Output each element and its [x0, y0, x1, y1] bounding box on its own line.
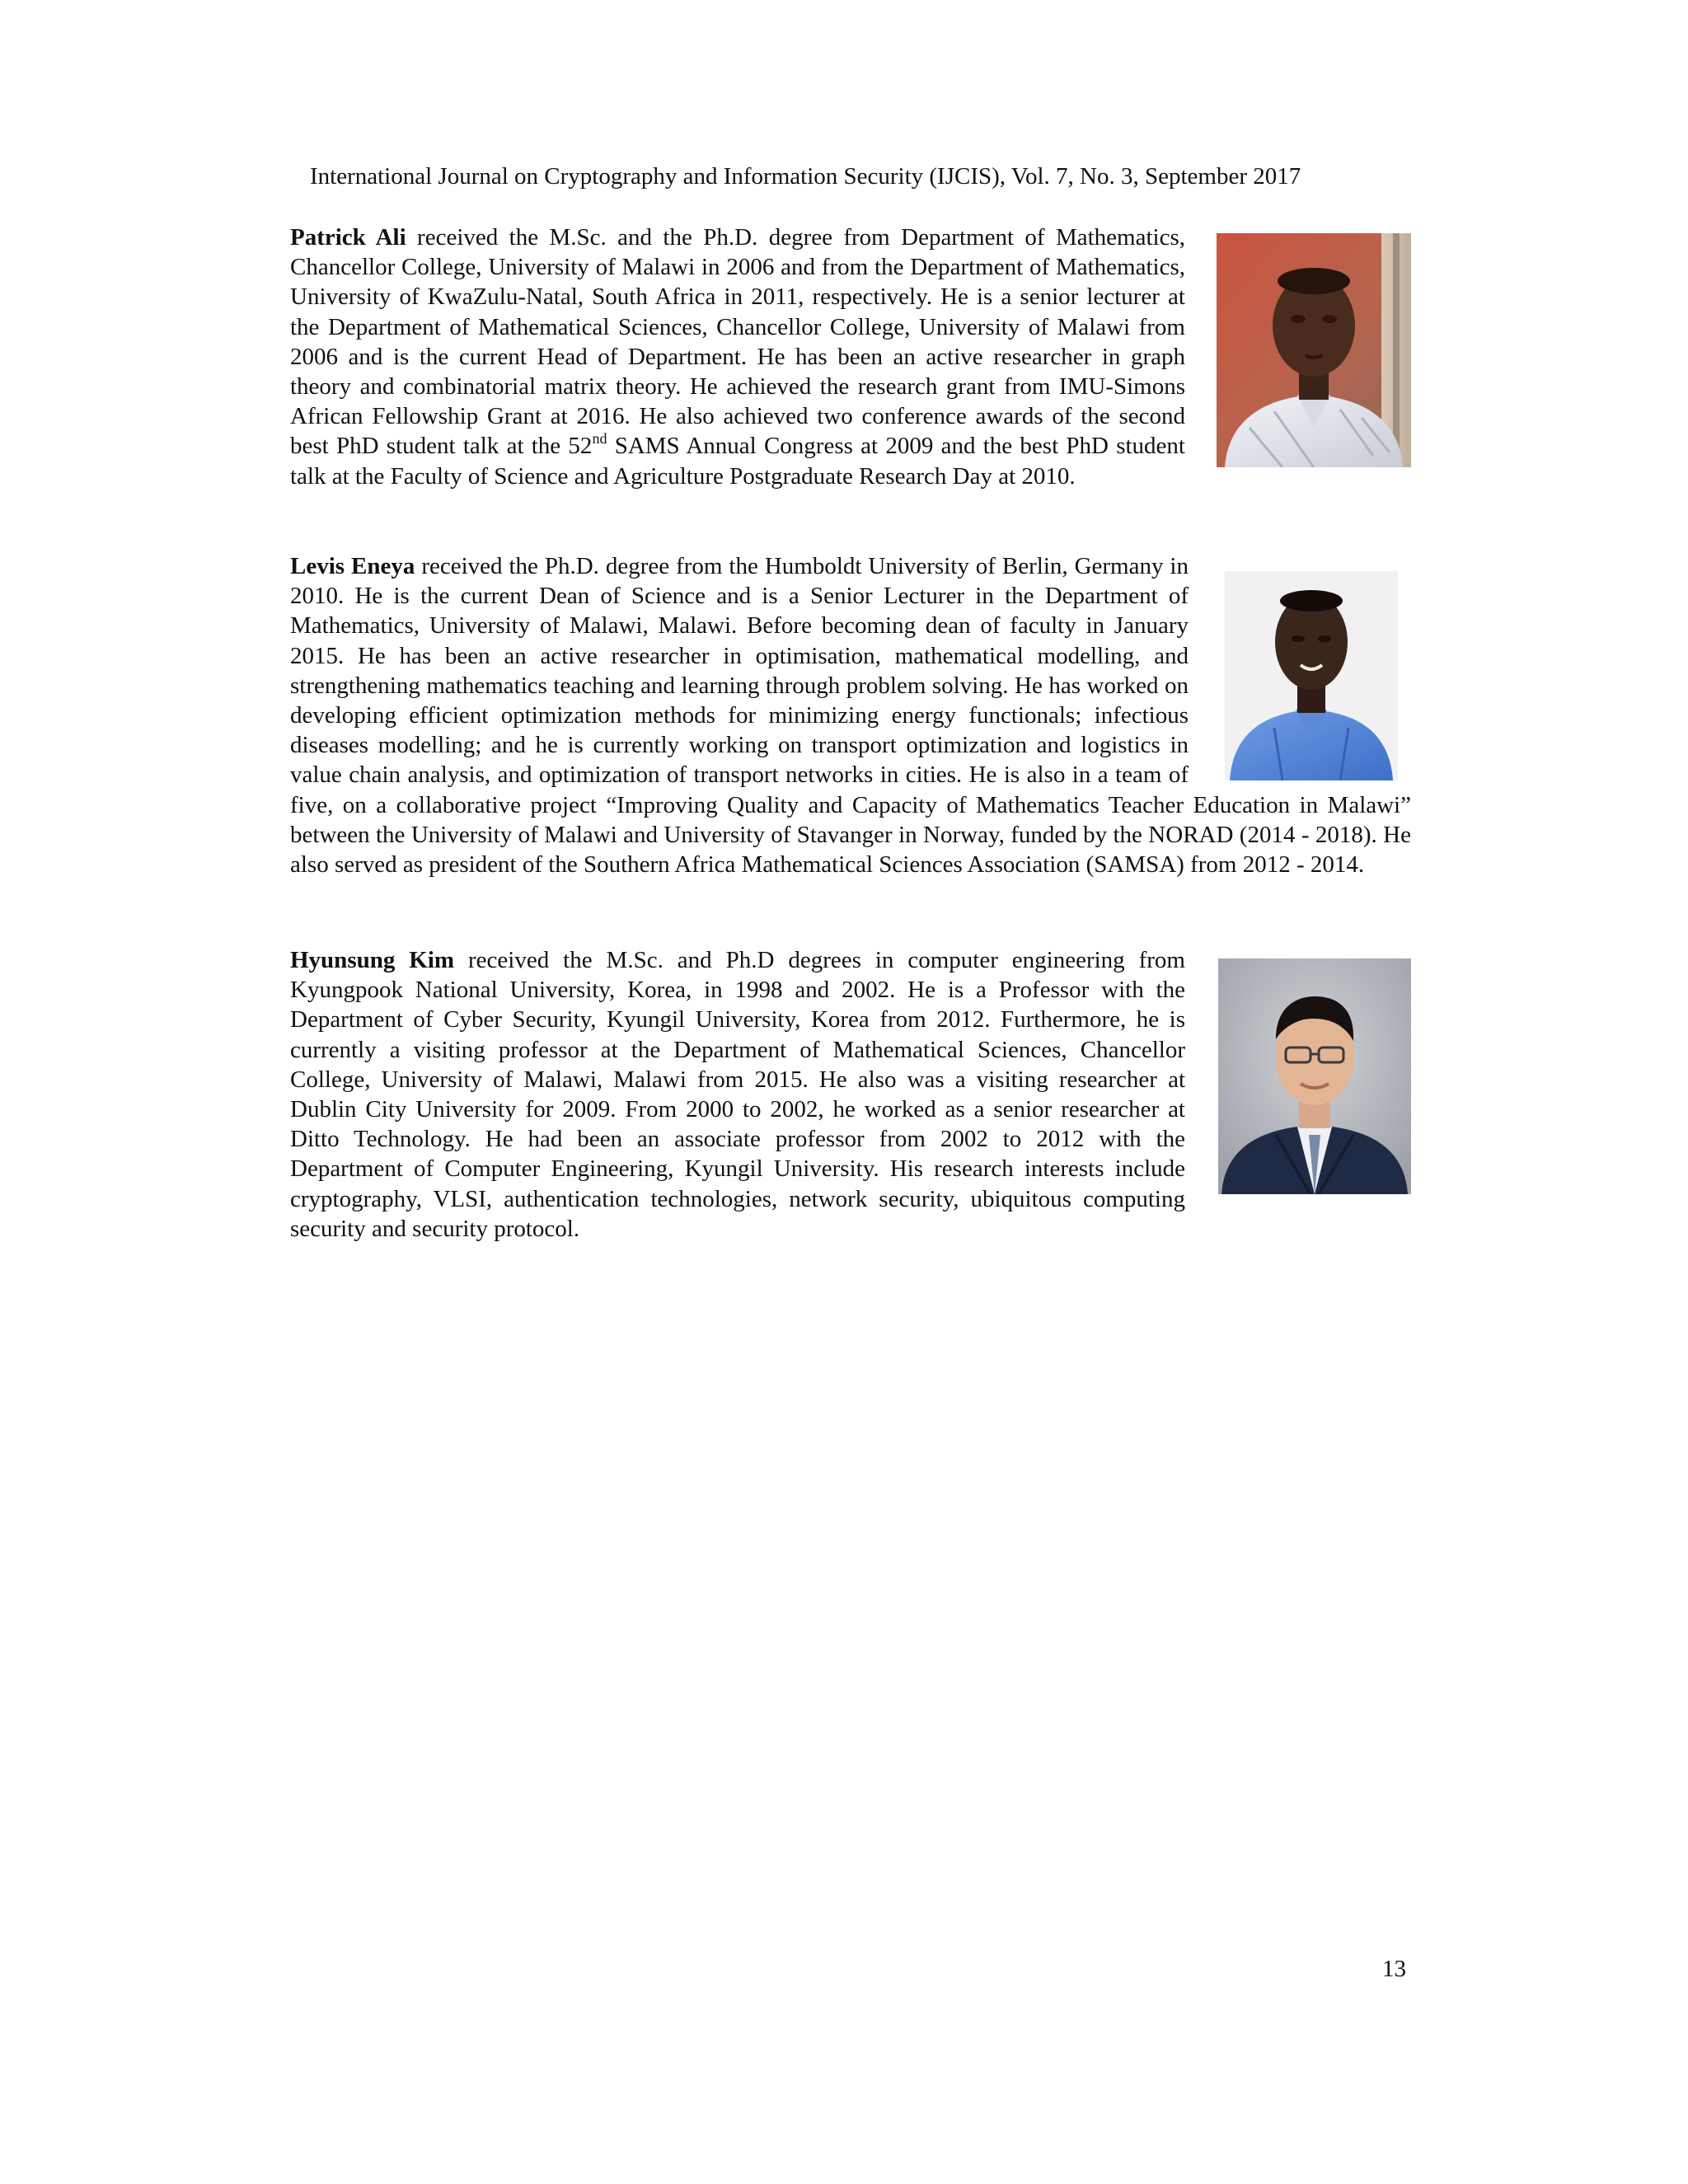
ordinal-suffix: nd: [592, 430, 607, 448]
portrait-image: [1218, 958, 1411, 1194]
author-name: Hyunsung Kim: [290, 947, 455, 973]
portrait-image: [1217, 233, 1411, 467]
bio-patrick-ali: [290, 223, 1411, 491]
bio-body-continued: SAMS Annual Congress at 2009 and the best PhD student talk at the Faculty of Science and Agriculture Postgraduate Research Day at 2010.: [290, 433, 1185, 490]
author-name: Levis Eneya: [290, 553, 415, 579]
bio-hyunsung-kim: [290, 945, 1411, 1244]
author-photo-levis-eneya: [1225, 571, 1398, 780]
author-name: Patrick Ali: [290, 224, 406, 251]
author-photo-hyunsung-kim: [1218, 958, 1411, 1194]
bio-body: received the Ph.D. degree from the Humboldt University of Berlin, Germany in 2010. He is the current Dean of Science and is a Senior Lecturer in the Department of Mathematics, University of Malawi, Malawi. Before becoming dean of faculty in January 2015. He has been an active researcher in optimisation, mathematical modelling, and strengthening mathematics teaching and learning through problem solving. He has worked on developing efficient optimization methods for minimizing energy functionals; infectious diseases modelling; and he is currently working on transport optimization and logistics in value chain analysis, and optimization of transport networks in cities. He is also in a team of five, on a collaborative project “Improving Quality and Capacity of Mathematics Teacher Education in Malawi” between the University of Malawi and University of Stavanger in Norway, funded by the NORAD (2014 - 2018). He also served as president of the Southern Africa Mathematical Sciences Association (SAMSA) from 2012 - 2014.: [290, 553, 1411, 879]
bio-body: received the M.Sc. and the Ph.D. degree from Department of Mathematics, Chancellor College, University of Malawi in 2006 and from the Department of Mathematics, University of KwaZulu-Natal, South Africa in 2011, respectively. He is a senior lecturer at the Department of Mathematical Sciences, Chancellor College, University of Malawi from 2006 and is the current Head of Department. He has been an active researcher in graph theory and combinatorial matrix theory. He achieved the research grant from IMU-Simons African Fellowship Grant at 2016. He also achieved two conference awards of the second best PhD student talk at the 52: [290, 224, 1185, 460]
bio-body: received the M.Sc. and Ph.D degrees in computer engineering from Kyungpook National University, Korea, in 1998 and 2002. He is a Professor with the Department of Cyber Security, Kyungil University, Korea from 2012. Furthermore, he is currently a visiting professor at the Department of Mathematical Sciences, Chancellor College, University of Malawi, Malawi from 2015. He also was a visiting researcher at Dublin City University for 2009. From 2000 to 2002, he worked as a senior researcher at Ditto Technology. He had been an associate professor from 2002 to 2012 with the Department of Computer Engineering, Kyungil University. His research interests include cryptography, VLSI, authentication technologies, network security, ubiquitous computing security and security protocol.: [290, 947, 1185, 1242]
page-number: 13: [1382, 1956, 1406, 1982]
author-photo-patrick-ali: [1217, 233, 1411, 467]
running-header: International Journal on Cryptography and Information Security (IJCIS), Vol. 7, No. 3, September 2017: [310, 163, 1301, 190]
bio-levis-eneya: [290, 551, 1411, 879]
portrait-image: [1225, 571, 1398, 780]
